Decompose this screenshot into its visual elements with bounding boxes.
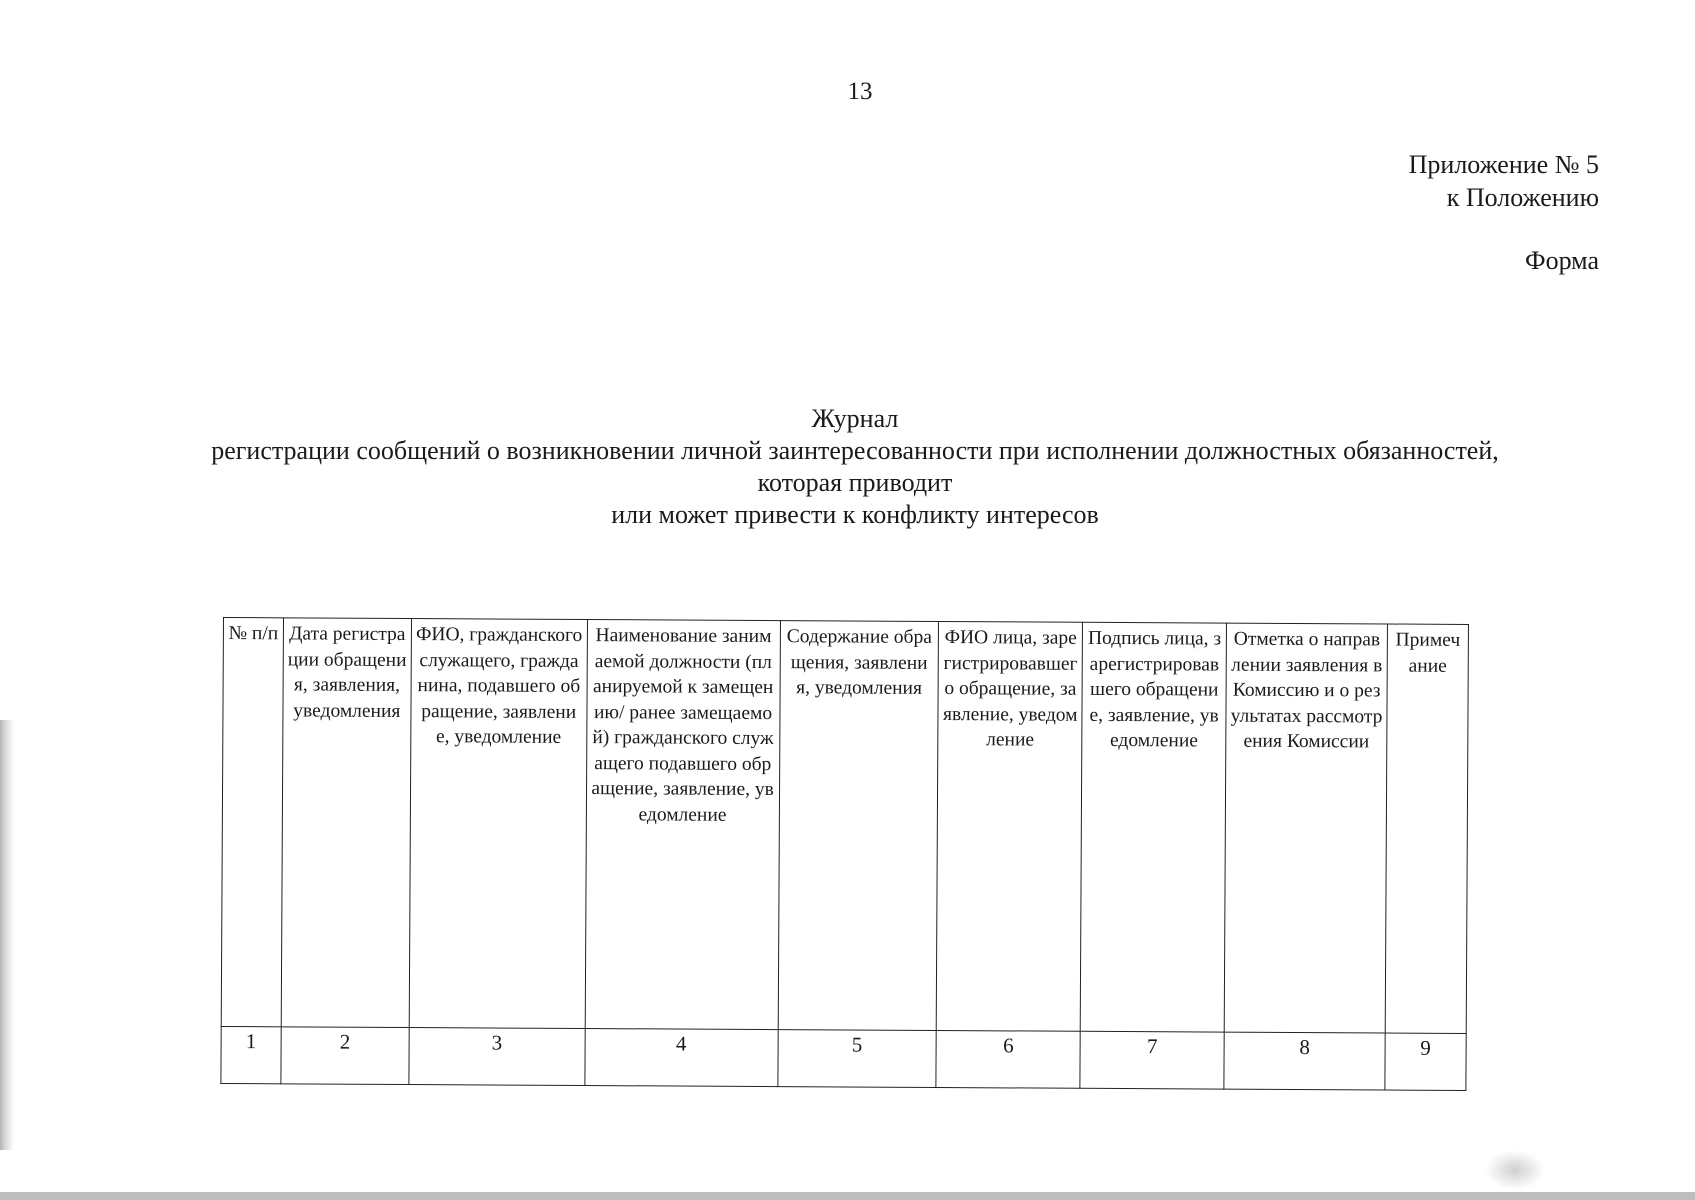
table-header-row <box>221 618 1468 1034</box>
title-line-3: которая приводит <box>757 468 953 497</box>
appendix-line-2: к Положению <box>1446 183 1599 212</box>
column-header-commission-mark: Отметка о направлении заявления в Комиссию и о результатах рассмотрения Комиссии <box>1224 623 1387 1033</box>
column-header-registration-date: Дата регистрации обращения, заявления, уведомления <box>281 618 411 1028</box>
column-number: 7 <box>1080 1031 1224 1089</box>
title-line-1: Журнал <box>811 404 899 433</box>
form-label: Форма <box>1525 246 1599 275</box>
appendix-line-1: Приложение № 5 <box>1408 150 1599 179</box>
document-title <box>60 403 1650 531</box>
column-number: 1 <box>221 1026 281 1083</box>
column-number: 2 <box>281 1027 409 1085</box>
scan-bottom-edge <box>0 1192 1695 1200</box>
journal-table <box>220 617 1469 1091</box>
column-number: 3 <box>409 1028 585 1086</box>
column-header-registrar-signature: Подпись лица, зарегистрировавшего обращение, заявление, уведомление <box>1080 622 1226 1032</box>
title-line-4: или может привести к конфликту интересов <box>611 500 1099 529</box>
column-header-content: Содержание обращения, заявления, уведомления <box>778 621 939 1031</box>
title-line-2: регистрации сообщений о возникновении личной заинтересованности при исполнении должностных обязанностей, <box>211 436 1499 465</box>
column-number: 5 <box>777 1030 936 1088</box>
column-number: 6 <box>936 1030 1080 1088</box>
page-number: 13 <box>847 78 873 105</box>
column-number: 9 <box>1385 1033 1466 1090</box>
column-header-submitter-name: ФИО, гражданского служащего, гражданина, подавшего обращение, заявление, уведомление <box>409 619 587 1029</box>
scan-edge-artifact <box>0 720 14 1150</box>
column-number: 8 <box>1224 1032 1385 1090</box>
appendix-reference <box>1409 148 1599 214</box>
column-header-registrar-name: ФИО лица, зарегистрировавшего обращение, заявление, уведомление <box>937 621 1083 1031</box>
column-header-number: № п/п <box>221 618 283 1027</box>
table-column-numbers-row <box>221 1026 1466 1090</box>
column-header-position: Наименование занимаемой должности (планируемой к замещению/ ранее замещаемой) гражданского служащего подавшего обращение, заявление, уведомление <box>585 620 780 1030</box>
column-header-note: Примечание <box>1385 624 1468 1033</box>
column-number: 4 <box>585 1029 778 1087</box>
scan-smudge-artifact <box>1485 1150 1545 1190</box>
